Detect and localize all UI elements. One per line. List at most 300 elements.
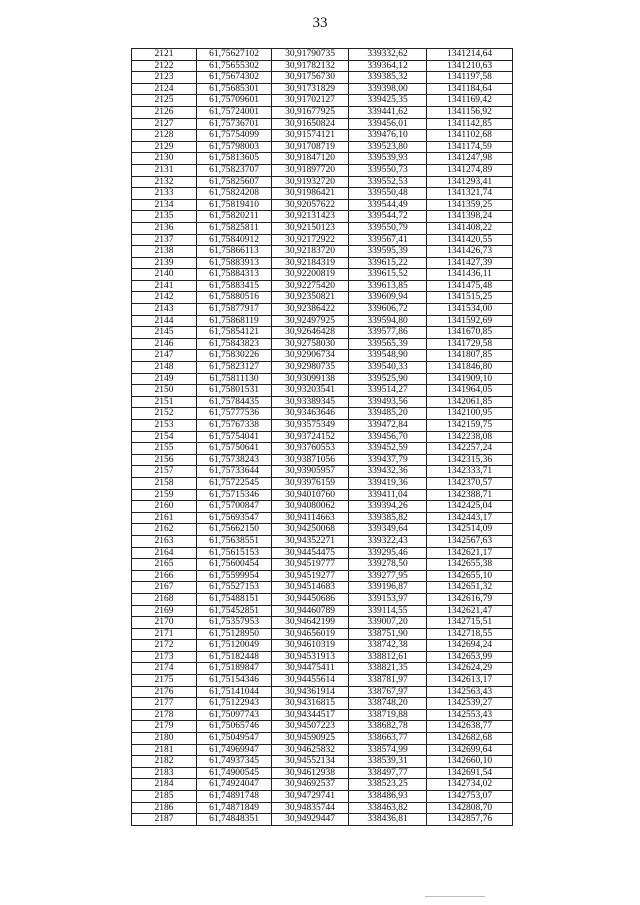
point-number-cell: 2185 (132, 791, 197, 803)
x-coordinate-cell: 339364,12 (349, 60, 427, 72)
y-coordinate-cell: 1341964,05 (427, 385, 513, 397)
x-coordinate-cell: 339196,87 (349, 582, 427, 594)
x-coordinate-cell: 339278,50 (349, 559, 427, 571)
table-row (132, 396, 513, 408)
y-coordinate-cell: 1341398,24 (427, 211, 513, 223)
longitude-cell: 30,93976159 (272, 477, 349, 489)
table-row (132, 814, 513, 826)
latitude-cell: 61,75128950 (197, 628, 272, 640)
longitude-cell: 30,93575349 (272, 420, 349, 432)
table-row (132, 675, 513, 687)
point-number-cell: 2135 (132, 211, 197, 223)
longitude-cell: 30,94316815 (272, 698, 349, 710)
table-row (132, 628, 513, 640)
table-row (132, 744, 513, 756)
x-coordinate-cell: 339349,64 (349, 524, 427, 536)
y-coordinate-cell: 1342699,64 (427, 744, 513, 756)
latitude-cell: 61,75189847 (197, 663, 272, 675)
point-number-cell: 2174 (132, 663, 197, 675)
table-row (132, 651, 513, 663)
latitude-cell: 61,75599954 (197, 570, 272, 582)
x-coordinate-cell: 339277,95 (349, 570, 427, 582)
y-coordinate-cell: 1341174,59 (427, 141, 513, 153)
table-row (132, 443, 513, 455)
longitude-cell: 30,94610319 (272, 640, 349, 652)
latitude-cell: 61,75738243 (197, 454, 272, 466)
y-coordinate-cell: 1341210,63 (427, 60, 513, 72)
latitude-cell: 61,75154346 (197, 675, 272, 687)
coordinates-table (131, 48, 513, 826)
table-row (132, 338, 513, 350)
y-coordinate-cell: 1342616,79 (427, 593, 513, 605)
point-number-cell: 2172 (132, 640, 197, 652)
longitude-cell: 30,91782132 (272, 60, 349, 72)
y-coordinate-cell: 1342651,32 (427, 582, 513, 594)
y-coordinate-cell: 1341142,85 (427, 118, 513, 130)
table-row (132, 141, 513, 153)
y-coordinate-cell: 1342425,04 (427, 501, 513, 513)
point-number-cell: 2133 (132, 188, 197, 200)
table-row (132, 582, 513, 594)
longitude-cell: 30,94692537 (272, 779, 349, 791)
longitude-cell: 30,94519777 (272, 559, 349, 571)
latitude-cell: 61,75813605 (197, 153, 272, 165)
x-coordinate-cell: 338463,82 (349, 802, 427, 814)
longitude-cell: 30,94114663 (272, 512, 349, 524)
y-coordinate-cell: 1341214,64 (427, 49, 513, 61)
point-number-cell: 2122 (132, 60, 197, 72)
point-number-cell: 2181 (132, 744, 197, 756)
table-row (132, 466, 513, 478)
table-row (132, 315, 513, 327)
longitude-cell: 30,94612938 (272, 767, 349, 779)
longitude-cell: 30,93905957 (272, 466, 349, 478)
y-coordinate-cell: 1342315,36 (427, 454, 513, 466)
latitude-cell: 61,75736701 (197, 118, 272, 130)
y-coordinate-cell: 1341274,89 (427, 164, 513, 176)
latitude-cell: 61,75182448 (197, 651, 272, 663)
point-number-cell: 2173 (132, 651, 197, 663)
point-number-cell: 2128 (132, 130, 197, 142)
table-row (132, 420, 513, 432)
table-row (132, 686, 513, 698)
y-coordinate-cell: 1341420,55 (427, 234, 513, 246)
latitude-cell: 61,75819410 (197, 199, 272, 211)
y-coordinate-cell: 1341475,48 (427, 280, 513, 292)
x-coordinate-cell: 338574,99 (349, 744, 427, 756)
longitude-cell: 30,92200819 (272, 269, 349, 281)
latitude-cell: 61,75880516 (197, 292, 272, 304)
y-coordinate-cell: 1341729,58 (427, 338, 513, 350)
point-number-cell: 2145 (132, 327, 197, 339)
latitude-cell: 61,74969947 (197, 744, 272, 756)
latitude-cell: 61,75724001 (197, 106, 272, 118)
point-number-cell: 2163 (132, 535, 197, 547)
y-coordinate-cell: 1342100,95 (427, 408, 513, 420)
latitude-cell: 61,75733644 (197, 466, 272, 478)
latitude-cell: 61,75357953 (197, 617, 272, 629)
y-coordinate-cell: 1341515,25 (427, 292, 513, 304)
y-coordinate-cell: 1341197,58 (427, 72, 513, 84)
longitude-cell: 30,93203541 (272, 385, 349, 397)
x-coordinate-cell: 339567,41 (349, 234, 427, 246)
latitude-cell: 61,75627102 (197, 49, 272, 61)
y-coordinate-cell: 1341156,92 (427, 106, 513, 118)
longitude-cell: 30,92275420 (272, 280, 349, 292)
table-row (132, 49, 513, 61)
point-number-cell: 2151 (132, 396, 197, 408)
table-row (132, 246, 513, 258)
y-coordinate-cell: 1342613,17 (427, 675, 513, 687)
table-row (132, 362, 513, 374)
latitude-cell: 61,75527153 (197, 582, 272, 594)
table-row (132, 605, 513, 617)
point-number-cell: 2184 (132, 779, 197, 791)
longitude-cell: 30,94080062 (272, 501, 349, 513)
table-row (132, 791, 513, 803)
x-coordinate-cell: 339615,52 (349, 269, 427, 281)
longitude-cell: 30,94590925 (272, 733, 349, 745)
point-number-cell: 2130 (132, 153, 197, 165)
longitude-cell: 30,94450686 (272, 593, 349, 605)
y-coordinate-cell: 1341427,39 (427, 257, 513, 269)
table-row (132, 222, 513, 234)
longitude-cell: 30,94642199 (272, 617, 349, 629)
x-coordinate-cell: 339322,43 (349, 535, 427, 547)
y-coordinate-cell: 1342655,38 (427, 559, 513, 571)
y-coordinate-cell: 1341169,42 (427, 95, 513, 107)
latitude-cell: 61,75824208 (197, 188, 272, 200)
y-coordinate-cell: 1341670,85 (427, 327, 513, 339)
point-number-cell: 2165 (132, 559, 197, 571)
y-coordinate-cell: 1342715,51 (427, 617, 513, 629)
x-coordinate-cell: 339432,36 (349, 466, 427, 478)
y-coordinate-cell: 1342539,27 (427, 698, 513, 710)
longitude-cell: 30,92150123 (272, 222, 349, 234)
point-number-cell: 2131 (132, 164, 197, 176)
table-row (132, 83, 513, 95)
point-number-cell: 2137 (132, 234, 197, 246)
y-coordinate-cell: 1341436,11 (427, 269, 513, 281)
latitude-cell: 61,75600454 (197, 559, 272, 571)
table-row (132, 802, 513, 814)
point-number-cell: 2161 (132, 512, 197, 524)
point-number-cell: 2169 (132, 605, 197, 617)
longitude-cell: 30,93099138 (272, 373, 349, 385)
latitude-cell: 61,75615153 (197, 547, 272, 559)
longitude-cell: 30,94361914 (272, 686, 349, 698)
longitude-cell: 30,93871056 (272, 454, 349, 466)
x-coordinate-cell: 339332,62 (349, 49, 427, 61)
longitude-cell: 30,91847120 (272, 153, 349, 165)
table-row (132, 269, 513, 281)
x-coordinate-cell: 339609,94 (349, 292, 427, 304)
x-coordinate-cell: 339550,73 (349, 164, 427, 176)
latitude-cell: 61,75843823 (197, 338, 272, 350)
x-coordinate-cell: 339437,79 (349, 454, 427, 466)
x-coordinate-cell: 338767,97 (349, 686, 427, 698)
x-coordinate-cell: 338719,88 (349, 709, 427, 721)
longitude-cell: 30,91650824 (272, 118, 349, 130)
latitude-cell: 61,75777536 (197, 408, 272, 420)
y-coordinate-cell: 1342621,17 (427, 547, 513, 559)
table-row (132, 756, 513, 768)
x-coordinate-cell: 339514,27 (349, 385, 427, 397)
point-number-cell: 2154 (132, 431, 197, 443)
x-coordinate-cell: 339544,49 (349, 199, 427, 211)
longitude-cell: 30,91731829 (272, 83, 349, 95)
table-row (132, 106, 513, 118)
table-row (132, 72, 513, 84)
point-number-cell: 2127 (132, 118, 197, 130)
y-coordinate-cell: 1342061,85 (427, 396, 513, 408)
x-coordinate-cell: 338742,38 (349, 640, 427, 652)
y-coordinate-cell: 1341909,10 (427, 373, 513, 385)
table-row (132, 280, 513, 292)
x-coordinate-cell: 339523,80 (349, 141, 427, 153)
y-coordinate-cell: 1341846,80 (427, 362, 513, 374)
longitude-cell: 30,92906734 (272, 350, 349, 362)
table-row (132, 593, 513, 605)
point-number-cell: 2140 (132, 269, 197, 281)
point-number-cell: 2158 (132, 477, 197, 489)
y-coordinate-cell: 1341807,85 (427, 350, 513, 362)
latitude-cell: 61,75674302 (197, 72, 272, 84)
point-number-cell: 2147 (132, 350, 197, 362)
point-number-cell: 2160 (132, 501, 197, 513)
latitude-cell: 61,75811130 (197, 373, 272, 385)
longitude-cell: 30,94507223 (272, 721, 349, 733)
latitude-cell: 61,75122943 (197, 698, 272, 710)
longitude-cell: 30,93463646 (272, 408, 349, 420)
latitude-cell: 61,75488151 (197, 593, 272, 605)
table-row (132, 385, 513, 397)
x-coordinate-cell: 338486,93 (349, 791, 427, 803)
latitude-cell: 61,75884313 (197, 269, 272, 281)
x-coordinate-cell: 339456,01 (349, 118, 427, 130)
point-number-cell: 2157 (132, 466, 197, 478)
point-number-cell: 2156 (132, 454, 197, 466)
table-row (132, 501, 513, 513)
table-row (132, 153, 513, 165)
x-coordinate-cell: 339153,97 (349, 593, 427, 605)
table-row (132, 130, 513, 142)
x-coordinate-cell: 339472,84 (349, 420, 427, 432)
latitude-cell: 61,75840912 (197, 234, 272, 246)
footer-mark (425, 892, 485, 897)
x-coordinate-cell: 339550,79 (349, 222, 427, 234)
x-coordinate-cell: 339476,10 (349, 130, 427, 142)
longitude-cell: 30,92131423 (272, 211, 349, 223)
table-row (132, 257, 513, 269)
point-number-cell: 2123 (132, 72, 197, 84)
latitude-cell: 61,75693547 (197, 512, 272, 524)
longitude-cell: 30,94352271 (272, 535, 349, 547)
longitude-cell: 30,94625832 (272, 744, 349, 756)
page-number: 33 (312, 15, 328, 31)
longitude-cell: 30,92497925 (272, 315, 349, 327)
x-coordinate-cell: 339394,26 (349, 501, 427, 513)
latitude-cell: 61,75823127 (197, 362, 272, 374)
latitude-cell: 61,75685301 (197, 83, 272, 95)
x-coordinate-cell: 339295,46 (349, 547, 427, 559)
longitude-cell: 30,94729741 (272, 791, 349, 803)
x-coordinate-cell: 339385,32 (349, 72, 427, 84)
y-coordinate-cell: 1341184,64 (427, 83, 513, 95)
longitude-cell: 30,91790735 (272, 49, 349, 61)
x-coordinate-cell: 339419,36 (349, 477, 427, 489)
longitude-cell: 30,94519277 (272, 570, 349, 582)
x-coordinate-cell: 338748,20 (349, 698, 427, 710)
table-row (132, 535, 513, 547)
y-coordinate-cell: 1342514,09 (427, 524, 513, 536)
longitude-cell: 30,92057622 (272, 199, 349, 211)
longitude-cell: 30,94475411 (272, 663, 349, 675)
longitude-cell: 30,93389345 (272, 396, 349, 408)
x-coordinate-cell: 338751,90 (349, 628, 427, 640)
point-number-cell: 2125 (132, 95, 197, 107)
x-coordinate-cell: 338781,97 (349, 675, 427, 687)
y-coordinate-cell: 1342660,10 (427, 756, 513, 768)
x-coordinate-cell: 338682,78 (349, 721, 427, 733)
longitude-cell: 30,94250068 (272, 524, 349, 536)
x-coordinate-cell: 339441,62 (349, 106, 427, 118)
longitude-cell: 30,92386422 (272, 304, 349, 316)
longitude-cell: 30,94552134 (272, 756, 349, 768)
x-coordinate-cell: 339411,04 (349, 489, 427, 501)
point-number-cell: 2170 (132, 617, 197, 629)
x-coordinate-cell: 339577,86 (349, 327, 427, 339)
table-row (132, 199, 513, 211)
table-row (132, 408, 513, 420)
longitude-cell: 30,92184319 (272, 257, 349, 269)
x-coordinate-cell: 338812,61 (349, 651, 427, 663)
latitude-cell: 61,75877917 (197, 304, 272, 316)
longitude-cell: 30,94929447 (272, 814, 349, 826)
latitude-cell: 61,74937345 (197, 756, 272, 768)
latitude-cell: 61,75097743 (197, 709, 272, 721)
table-row (132, 118, 513, 130)
latitude-cell: 61,75883913 (197, 257, 272, 269)
x-coordinate-cell: 339565,39 (349, 338, 427, 350)
x-coordinate-cell: 338539,31 (349, 756, 427, 768)
latitude-cell: 61,75820211 (197, 211, 272, 223)
latitude-cell: 61,75700847 (197, 501, 272, 513)
y-coordinate-cell: 1341102,68 (427, 130, 513, 142)
table-row (132, 570, 513, 582)
longitude-cell: 30,94656019 (272, 628, 349, 640)
y-coordinate-cell: 1341359,25 (427, 199, 513, 211)
longitude-cell: 30,92183720 (272, 246, 349, 258)
point-number-cell: 2183 (132, 767, 197, 779)
y-coordinate-cell: 1342734,02 (427, 779, 513, 791)
table-row (132, 350, 513, 362)
point-number-cell: 2132 (132, 176, 197, 188)
point-number-cell: 2138 (132, 246, 197, 258)
latitude-cell: 61,75823707 (197, 164, 272, 176)
point-number-cell: 2149 (132, 373, 197, 385)
longitude-cell: 30,91756730 (272, 72, 349, 84)
point-number-cell: 2144 (132, 315, 197, 327)
y-coordinate-cell: 1341426,73 (427, 246, 513, 258)
latitude-cell: 61,75798003 (197, 141, 272, 153)
y-coordinate-cell: 1342638,77 (427, 721, 513, 733)
x-coordinate-cell: 338663,77 (349, 733, 427, 745)
x-coordinate-cell: 339485,20 (349, 408, 427, 420)
y-coordinate-cell: 1342753,07 (427, 791, 513, 803)
y-coordinate-cell: 1342653,99 (427, 651, 513, 663)
point-number-cell: 2159 (132, 489, 197, 501)
latitude-cell: 61,75722545 (197, 477, 272, 489)
y-coordinate-cell: 1341592,69 (427, 315, 513, 327)
y-coordinate-cell: 1342238,08 (427, 431, 513, 443)
point-number-cell: 2129 (132, 141, 197, 153)
x-coordinate-cell: 339594,80 (349, 315, 427, 327)
y-coordinate-cell: 1342621,47 (427, 605, 513, 617)
longitude-cell: 30,94344517 (272, 709, 349, 721)
latitude-cell: 61,74848351 (197, 814, 272, 826)
table-row (132, 767, 513, 779)
latitude-cell: 61,75120049 (197, 640, 272, 652)
x-coordinate-cell: 339452,59 (349, 443, 427, 455)
latitude-cell: 61,74900545 (197, 767, 272, 779)
latitude-cell: 61,75830226 (197, 350, 272, 362)
table-row (132, 327, 513, 339)
longitude-cell: 30,94455614 (272, 675, 349, 687)
table-row (132, 164, 513, 176)
y-coordinate-cell: 1342333,71 (427, 466, 513, 478)
table-row (132, 60, 513, 72)
y-coordinate-cell: 1342682,68 (427, 733, 513, 745)
point-number-cell: 2182 (132, 756, 197, 768)
latitude-cell: 61,75767338 (197, 420, 272, 432)
longitude-cell: 30,92646428 (272, 327, 349, 339)
table-row (132, 709, 513, 721)
x-coordinate-cell: 339398,00 (349, 83, 427, 95)
x-coordinate-cell: 339548,90 (349, 350, 427, 362)
longitude-cell: 30,94514683 (272, 582, 349, 594)
y-coordinate-cell: 1342691,54 (427, 767, 513, 779)
point-number-cell: 2153 (132, 420, 197, 432)
longitude-cell: 30,91897720 (272, 164, 349, 176)
y-coordinate-cell: 1342624,29 (427, 663, 513, 675)
x-coordinate-cell: 339615,22 (349, 257, 427, 269)
x-coordinate-cell: 338436,81 (349, 814, 427, 826)
longitude-cell: 30,91708719 (272, 141, 349, 153)
point-number-cell: 2171 (132, 628, 197, 640)
point-number-cell: 2178 (132, 709, 197, 721)
latitude-cell: 61,75868119 (197, 315, 272, 327)
x-coordinate-cell: 339539,93 (349, 153, 427, 165)
table-row (132, 663, 513, 675)
table-row (132, 779, 513, 791)
point-number-cell: 2177 (132, 698, 197, 710)
table-row (132, 524, 513, 536)
table-row (132, 176, 513, 188)
y-coordinate-cell: 1342808,70 (427, 802, 513, 814)
point-number-cell: 2176 (132, 686, 197, 698)
longitude-cell: 30,91932720 (272, 176, 349, 188)
latitude-cell: 61,75452851 (197, 605, 272, 617)
table-row (132, 489, 513, 501)
table-row (132, 617, 513, 629)
point-number-cell: 2168 (132, 593, 197, 605)
point-number-cell: 2186 (132, 802, 197, 814)
point-number-cell: 2139 (132, 257, 197, 269)
latitude-cell: 61,75709601 (197, 95, 272, 107)
longitude-cell: 30,94454475 (272, 547, 349, 559)
point-number-cell: 2155 (132, 443, 197, 455)
